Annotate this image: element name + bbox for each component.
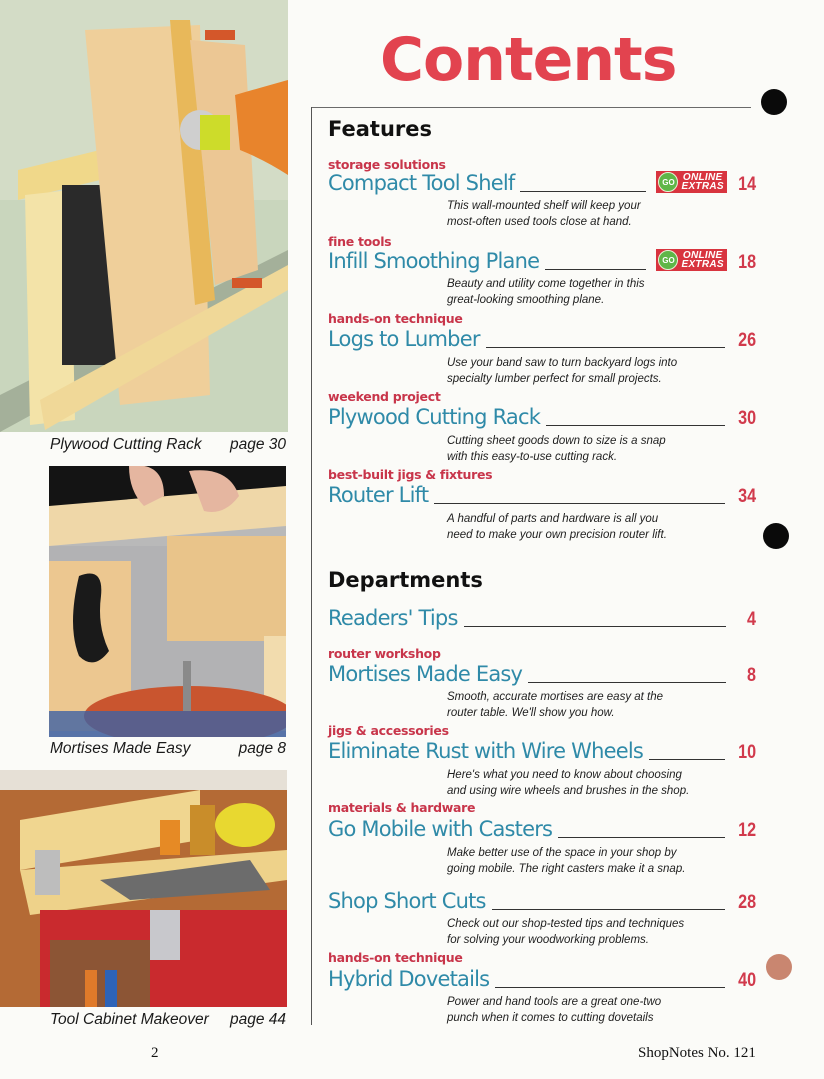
entry-description: A handful of parts and hardware is all you need to make your own precision router lift. bbox=[447, 513, 667, 541]
online-extras-badge[interactable] bbox=[656, 171, 726, 193]
entry-description: Cutting sheet goods down to size is a snap with this easy-to-use cutting rack. bbox=[447, 435, 666, 463]
toc-entry-shop-short-cuts[interactable] bbox=[328, 884, 756, 912]
dot-leader bbox=[434, 502, 725, 504]
dot-leader bbox=[558, 836, 725, 838]
entry-description: Here's what you need to know about choosing and using wire wheels and brushes in the shop. bbox=[447, 769, 690, 797]
online-extras-badge[interactable] bbox=[656, 249, 726, 271]
toc-entry-mortises-made-easy[interactable] bbox=[328, 657, 756, 685]
toc-entry-eliminate-rust[interactable] bbox=[328, 734, 756, 762]
entry-kicker: hands-on technique bbox=[328, 311, 463, 326]
entry-title[interactable]: Shop Short Cuts bbox=[328, 889, 486, 913]
badge-text: ONLINE EXTRAS bbox=[681, 250, 724, 270]
go-icon: GO bbox=[658, 250, 678, 270]
entry-page-number: 4 bbox=[747, 609, 756, 630]
entry-page-number: 10 bbox=[738, 742, 756, 763]
entry-kicker: weekend project bbox=[328, 389, 441, 404]
entry-title[interactable]: Compact Tool Shelf bbox=[328, 171, 515, 195]
photo-mortises-made-easy bbox=[49, 466, 286, 737]
toc-entry-logs-to-lumber[interactable] bbox=[328, 322, 756, 350]
entry-description: Beauty and utility come together in this great-looking smoothing plane. bbox=[447, 278, 645, 306]
entry-page-number: 26 bbox=[738, 330, 756, 351]
dot-leader bbox=[486, 346, 725, 348]
folio-publication: ShopNotes No. 121 bbox=[638, 1045, 756, 1061]
entry-kicker: best-built jigs & fixtures bbox=[328, 467, 493, 482]
caption-title: Plywood Cutting Rack bbox=[50, 436, 202, 453]
entry-description: Smooth, accurate mortises are easy at the router table. We'll show you how. bbox=[447, 691, 664, 719]
toc-entry-compact-tool-shelf[interactable] bbox=[328, 166, 756, 194]
dot-leader bbox=[649, 758, 725, 760]
entry-title[interactable]: Mortises Made Easy bbox=[328, 662, 523, 686]
caption-title: Mortises Made Easy bbox=[50, 740, 191, 757]
section-heading-departments: Departments bbox=[328, 568, 483, 592]
entry-description: This wall-mounted shelf will keep your most-often used tools close at hand. bbox=[447, 200, 641, 228]
dot-leader bbox=[495, 986, 725, 988]
column-divider bbox=[311, 107, 312, 1025]
entry-page-number: 40 bbox=[738, 970, 756, 991]
photo-caption bbox=[50, 740, 286, 758]
dot-leader bbox=[545, 268, 646, 270]
entry-page-number: 30 bbox=[738, 408, 756, 429]
entry-page-number: 34 bbox=[738, 486, 756, 507]
page-title: Contents bbox=[380, 25, 677, 95]
entry-description: Check out our shop-tested tips and techniques for solving your woodworking problems. bbox=[447, 918, 685, 946]
toc-entry-router-lift[interactable] bbox=[328, 478, 756, 506]
entry-title[interactable]: Router Lift bbox=[328, 483, 429, 507]
toc-entry-hybrid-dovetails[interactable] bbox=[328, 962, 756, 990]
photo-plywood-cutting-rack bbox=[0, 0, 288, 432]
dot-leader bbox=[528, 681, 726, 683]
entry-page-number: 28 bbox=[738, 892, 756, 913]
entry-title[interactable]: Infill Smoothing Plane bbox=[328, 249, 540, 273]
caption-page: page 44 bbox=[229, 1011, 286, 1028]
photo-tool-cabinet-makeover bbox=[0, 770, 287, 1007]
entry-kicker: materials & hardware bbox=[328, 800, 476, 815]
entry-description: Use your band saw to turn backyard logs into specialty lumber perfect for small projects. bbox=[447, 357, 678, 385]
binder-hole bbox=[766, 954, 792, 980]
entry-kicker: hands-on technique bbox=[328, 950, 463, 965]
badge-text: ONLINE EXTRAS bbox=[681, 172, 724, 192]
dot-leader bbox=[520, 190, 646, 192]
entry-kicker: router workshop bbox=[328, 646, 441, 661]
folio-page-number: 2 bbox=[151, 1045, 159, 1061]
toc-entry-infill-smoothing-plane[interactable] bbox=[328, 244, 756, 272]
entry-page-number: 18 bbox=[738, 252, 756, 273]
entry-description: Power and hand tools are a great one-two punch when it comes to cutting dovetails bbox=[447, 996, 662, 1024]
entry-title[interactable]: Go Mobile with Casters bbox=[328, 817, 553, 841]
caption-title: Tool Cabinet Makeover bbox=[50, 1011, 209, 1028]
entry-page-number: 12 bbox=[738, 820, 756, 841]
toc-entry-plywood-cutting-rack[interactable] bbox=[328, 400, 756, 428]
entry-kicker: jigs & accessories bbox=[328, 723, 449, 738]
caption-page: page 30 bbox=[229, 436, 286, 453]
entry-page-number: 8 bbox=[747, 665, 756, 686]
dot-leader bbox=[492, 908, 725, 910]
entry-page-number: 14 bbox=[738, 174, 756, 195]
entry-title[interactable]: Plywood Cutting Rack bbox=[328, 405, 541, 429]
photo-caption bbox=[50, 436, 286, 454]
entry-title[interactable]: Eliminate Rust with Wire Wheels bbox=[328, 739, 644, 763]
section-heading-features: Features bbox=[328, 117, 432, 141]
entry-title[interactable]: Hybrid Dovetails bbox=[328, 967, 490, 991]
photo-caption bbox=[50, 1011, 286, 1029]
toc-entry-go-mobile-with-casters[interactable] bbox=[328, 812, 756, 840]
dot-leader bbox=[546, 424, 725, 426]
toc-entry-readers-tips[interactable] bbox=[328, 601, 756, 629]
header-rule bbox=[311, 107, 751, 108]
binder-hole bbox=[761, 89, 787, 115]
binder-hole bbox=[763, 523, 789, 549]
entry-description: Make better use of the space in your shop by going mobile. The right casters make it a snap. bbox=[447, 847, 686, 875]
dot-leader bbox=[464, 625, 726, 627]
caption-page: page 8 bbox=[238, 740, 286, 757]
entry-title[interactable]: Readers' Tips bbox=[328, 606, 458, 630]
entry-kicker: storage solutions bbox=[328, 157, 446, 172]
entry-kicker: fine tools bbox=[328, 234, 392, 249]
entry-title[interactable]: Logs to Lumber bbox=[328, 327, 480, 351]
go-icon: GO bbox=[658, 172, 678, 192]
